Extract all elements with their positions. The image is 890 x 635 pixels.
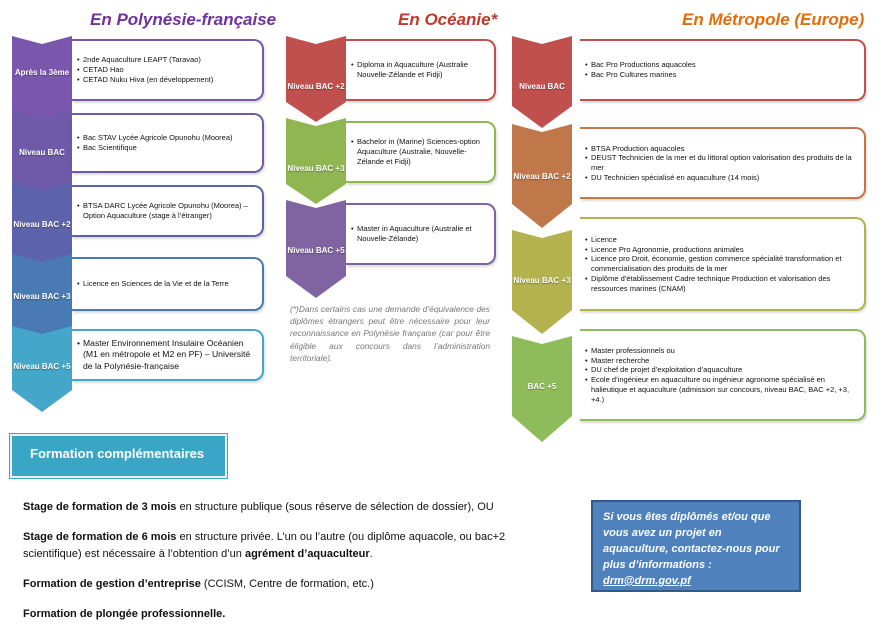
diploma-item: • DU Technicien spécialisé en aquaculture (14 mois) [586, 173, 856, 183]
formation-text-3: (CCISM, Centre de formation, etc.) [200, 578, 374, 590]
diploma-item: • Ecole d’ingénieur en aquaculture ou ingénieur agronome spécialisé en halieutique et aquaculture (admission sur concours, niveau BAC, BAC +2, +3, +4.) [586, 375, 856, 404]
formation-bold-4: Formation de plongée professionnelle. [23, 608, 226, 620]
formation-text-1: en structure publique (sous réserve de sélection de dossier), OU [176, 501, 494, 513]
formation-paragraph-3 [23, 576, 543, 593]
diploma-item: • Diploma in Aquaculture (Australie Nouvelle-Zélande et Fidji) [352, 60, 486, 80]
level-label: Niveau BAC +3 [513, 276, 571, 285]
formation-bold-1: Stage de formation de 3 mois [23, 501, 177, 513]
level-label: Niveau BAC +2 [287, 82, 345, 91]
level-chevron [512, 336, 572, 442]
diploma-item: • Licence [586, 235, 856, 245]
diploma-item: • Licence en Sciences de la Vie et de la Terre [78, 279, 229, 289]
level-label: Niveau BAC [19, 148, 65, 157]
diploma-item: • Master professionnels ou [586, 346, 856, 356]
formation-heading: Formation complémentaires [10, 434, 227, 478]
contact-text: Si vous êtes diplômés et/ou que vous avez un projet en aquaculture, contactez-nous pour plus d’informations : [603, 511, 780, 571]
formation-bold-2: Stage de formation de 6 mois [23, 531, 177, 543]
level-chevron [512, 36, 572, 128]
diploma-item: • BTSA DARC Lycée Agricole Opunohu (Moorea) – Option Aquaculture (stage à l’étranger) [78, 201, 254, 221]
formation-bold-3: Formation de gestion d’entreprise [23, 578, 201, 590]
diploma-box [72, 39, 264, 101]
contact-box [591, 500, 801, 592]
diploma-box [72, 257, 264, 311]
level-chevron [12, 326, 72, 412]
diploma-box [72, 185, 264, 237]
formation-text-2-end: . [369, 548, 373, 561]
level-label: BAC +5 [527, 382, 557, 391]
diploma-item: • Bac Scientifique [78, 143, 233, 153]
level-label: Niveau BAC +2 [513, 172, 571, 181]
formation-bold-2b: agrément d’aquaculteur [244, 548, 370, 561]
diploma-box [580, 127, 866, 199]
diploma-item: • Bachelor in (Marine) Sciences-option Aquaculture (Australie, Nouvelle-Zélande et Fidji) [352, 137, 486, 166]
diploma-box [72, 113, 264, 173]
diploma-item: • Master recherche [586, 356, 856, 366]
diploma-box [346, 39, 496, 101]
level-label: Niveau BAC [519, 82, 565, 91]
diploma-item: • Licence pro Droit, économie, gestion commerce spécialité transformation et commercialisation des produits de la mer [586, 254, 856, 274]
contact-email-link[interactable]: drm@drm.gov.pf [603, 574, 691, 587]
diploma-item: • DEUST Technicien de la mer et du littoral option valorisation des produits de la mer [586, 153, 856, 173]
level-label: Niveau BAC +5 [13, 362, 71, 371]
formation-paragraph-1 [23, 499, 543, 516]
level-chevron [512, 230, 572, 334]
formation-paragraph-2 [23, 529, 513, 563]
diploma-box [346, 121, 496, 183]
diploma-item: • Master in Aquaculture (Australie et Nouvelle-Zélande) [352, 224, 486, 244]
level-label: Niveau BAC +3 [13, 292, 71, 301]
formation-text-2: en structure privée. L’un ou l’autre (ou diplôme aquacole, ou bac+2 scientifique) est nécessaire à l’obtention d’un [23, 531, 506, 561]
diploma-item: • 2nde Aquaculture LEAPT (Taravao) [78, 55, 213, 65]
diploma-item: • Bac Pro Productions aquacoles [586, 60, 696, 70]
diploma-box [580, 217, 866, 311]
level-label: Après la 3ème [14, 68, 70, 77]
diploma-item: • CETAD Hao [78, 65, 213, 75]
level-label: Niveau BAC +5 [287, 246, 345, 255]
level-chevron [286, 118, 346, 204]
diploma-box [346, 203, 496, 265]
diploma-item: • Bac STAV Lycée Agricole Opunohu (Moorea) [78, 133, 233, 143]
column-title-oceanie: En Océanie* [398, 10, 498, 29]
level-label: Niveau BAC +3 [287, 164, 345, 173]
level-chevron [286, 200, 346, 298]
column-title-polynesie: En Polynésie-française [90, 10, 277, 29]
diploma-item: • Licence Pro Agronomie, productions animales [586, 245, 856, 255]
diploma-item: • CETAD Nuku Hiva (en développement) [78, 75, 213, 85]
equivalence-note: (*)Dans certains cas une demande d’équivalence des diplômes étrangers peut être nécessaire pour leur reconnaissance en Polynésie française (car pour être éligible aux concours dans l’administration territoriale). [290, 304, 490, 363]
diploma-box [72, 329, 264, 381]
level-label: Niveau BAC +2 [13, 220, 71, 229]
diploma-box [580, 329, 866, 421]
level-chevron [512, 124, 572, 228]
diploma-box [580, 39, 866, 101]
diploma-item: • BTSA Production aquacoles [586, 144, 856, 154]
diploma-item: • Master Environnement Insulaire Océanien (M1 en métropole et M2 en PF) – Université de la Polynésie-française [78, 338, 254, 372]
diploma-item: • Diplôme d’établissement Cadre technique Production et valorisation des ressources marines (CNAM) [586, 274, 856, 294]
diploma-item: • Bac Pro Cultures marines [586, 70, 696, 80]
diploma-item: • DU chef de projet d’exploitation d’aquaculture [586, 365, 856, 375]
level-chevron [286, 36, 346, 122]
formation-paragraph-4 [23, 606, 543, 623]
column-title-metropole: En Métropole (Europe) [682, 10, 865, 29]
